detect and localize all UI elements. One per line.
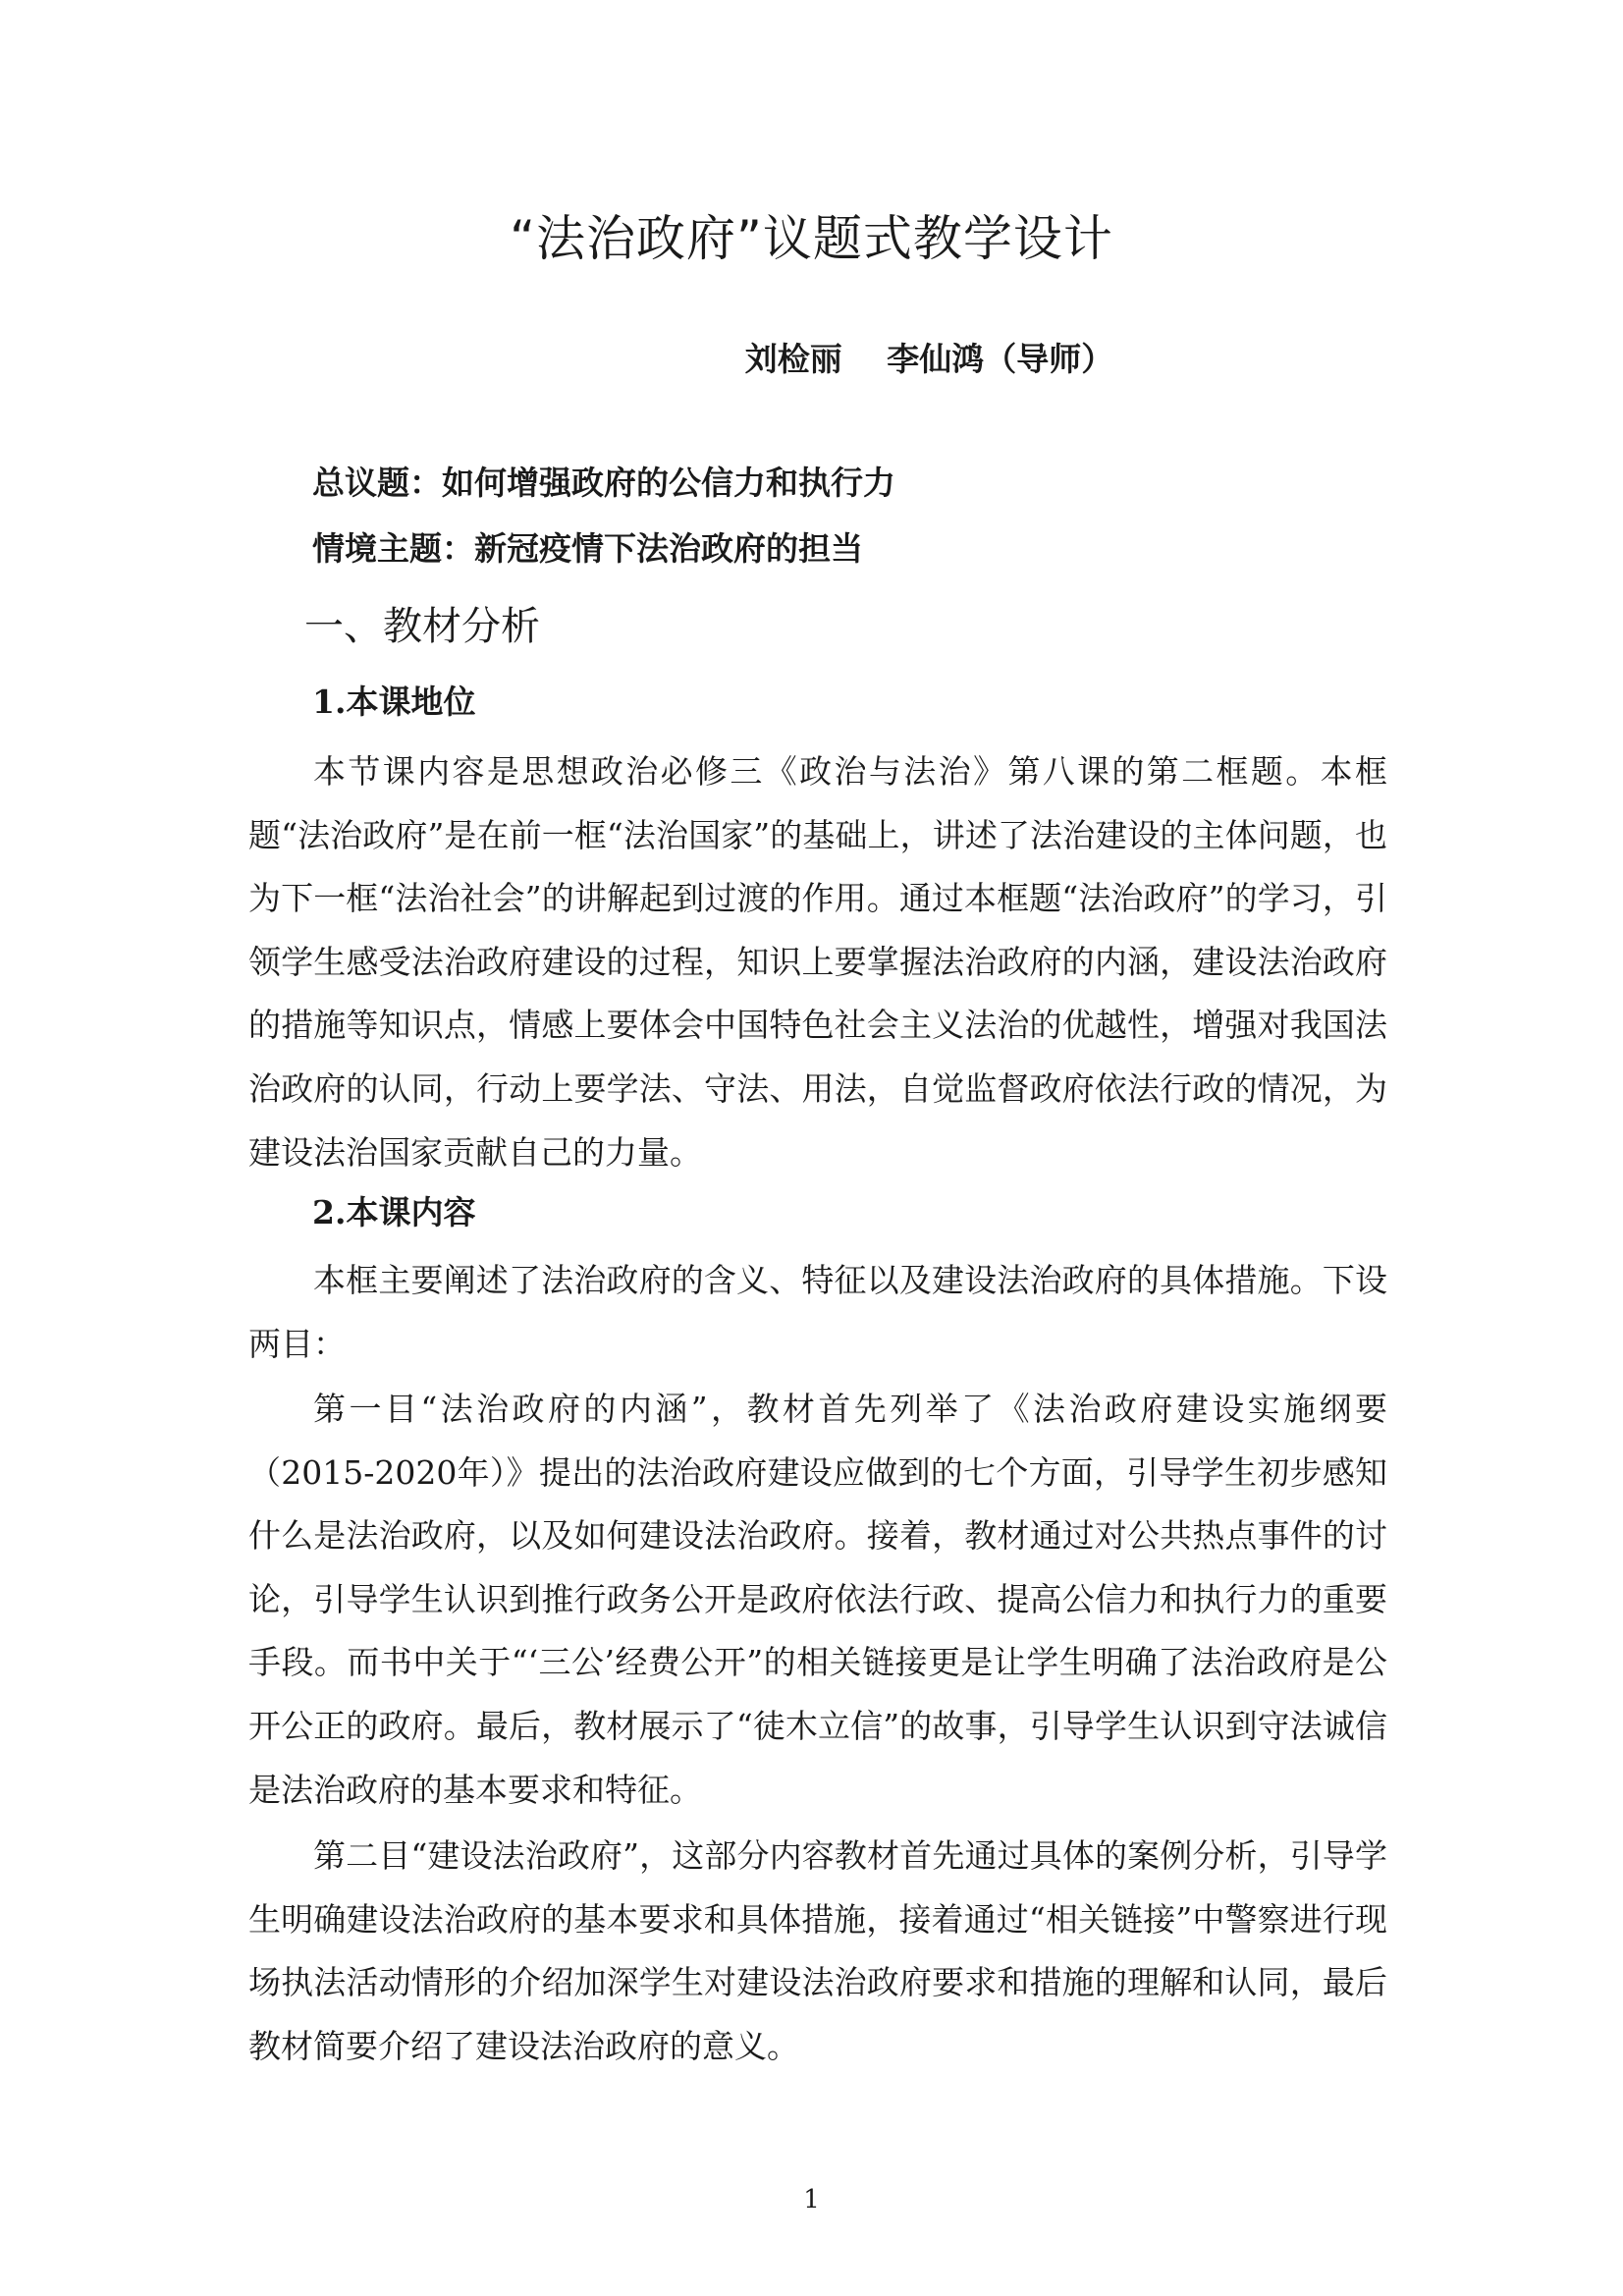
subsection-heading-lesson-content: 2.本课内容 bbox=[312, 1193, 476, 1231]
section-heading-textbook-analysis: 一、教材分析 bbox=[304, 604, 540, 649]
author-name: 刘检丽 bbox=[744, 340, 842, 378]
subsection-heading-lesson-position: 1.本课地位 bbox=[312, 683, 476, 721]
authors-line bbox=[0, 338, 1623, 381]
page-number: 1 bbox=[803, 2185, 820, 2214]
paragraph-lesson-overview: 本框主要阐述了法治政府的含义、特征以及建设法治政府的具体措施。下设两目： bbox=[248, 1261, 1387, 1363]
paragraph-second-item: 第二目“建设法治政府”，这部分内容教材首先通过具体的案例分析，引导学生明确建设法治政府的基本要求和具体措施，接着通过“相关链接”中警察进行现场执法活动情形的介绍加深学生对建设法治政府要求和措施的理解和认同，最后教材简要介绍了建设法治政府的意义。 bbox=[248, 1836, 1387, 2065]
general-topic: 总议题：如何增强政府的公信力和执行力 bbox=[312, 464, 895, 502]
advisor-name: 李仙鸿（导师） bbox=[887, 340, 1114, 378]
situation-theme: 情境主题：新冠疫情下法治政府的担当 bbox=[312, 529, 863, 568]
paragraph-first-item: 第一目“法治政府的内涵”，教材首先列举了《法治政府建设实施纲要（2015-2020年）》提出的法治政府建设应做到的七个方面，引导学生初步感知什么是法治政府，以及如何建设法治政府。接着，教材通过对公共热点事件的讨论，引导学生认识到推行政务公开是政府依法行政、提高公信力和执行力的重要手段。而书中关于“‘三公’经费公开”的相关链接更是让学生明确了法治政府是公开公正的政府。最后，教材展示了“徒木立信”的故事，引导学生认识到守法诚信是法治政府的基本要求和特征。 bbox=[248, 1390, 1387, 1809]
paragraph-lesson-position: 本节课内容是思想政治必修三《政治与法治》第八课的第二框题。本框题“法治政府”是在前一框“法治国家”的基础上，讲述了法治建设的主体问题，也为下一框“法治社会”的讲解起到过渡的作用。通过本框题“法治政府”的学习，引领学生感受法治政府建设的过程，知识上要掌握法治政府的内涵，建设法治政府的措施等知识点，情感上要体会中国特色社会主义法治的优越性，增强对我国法治政府的认同，行动上要学法、守法、用法，自觉监督政府依法行政的情况，为建设法治国家贡献自己的力量。 bbox=[248, 752, 1387, 1172]
document-title: “法治政府”议题式教学设计 bbox=[510, 210, 1113, 267]
